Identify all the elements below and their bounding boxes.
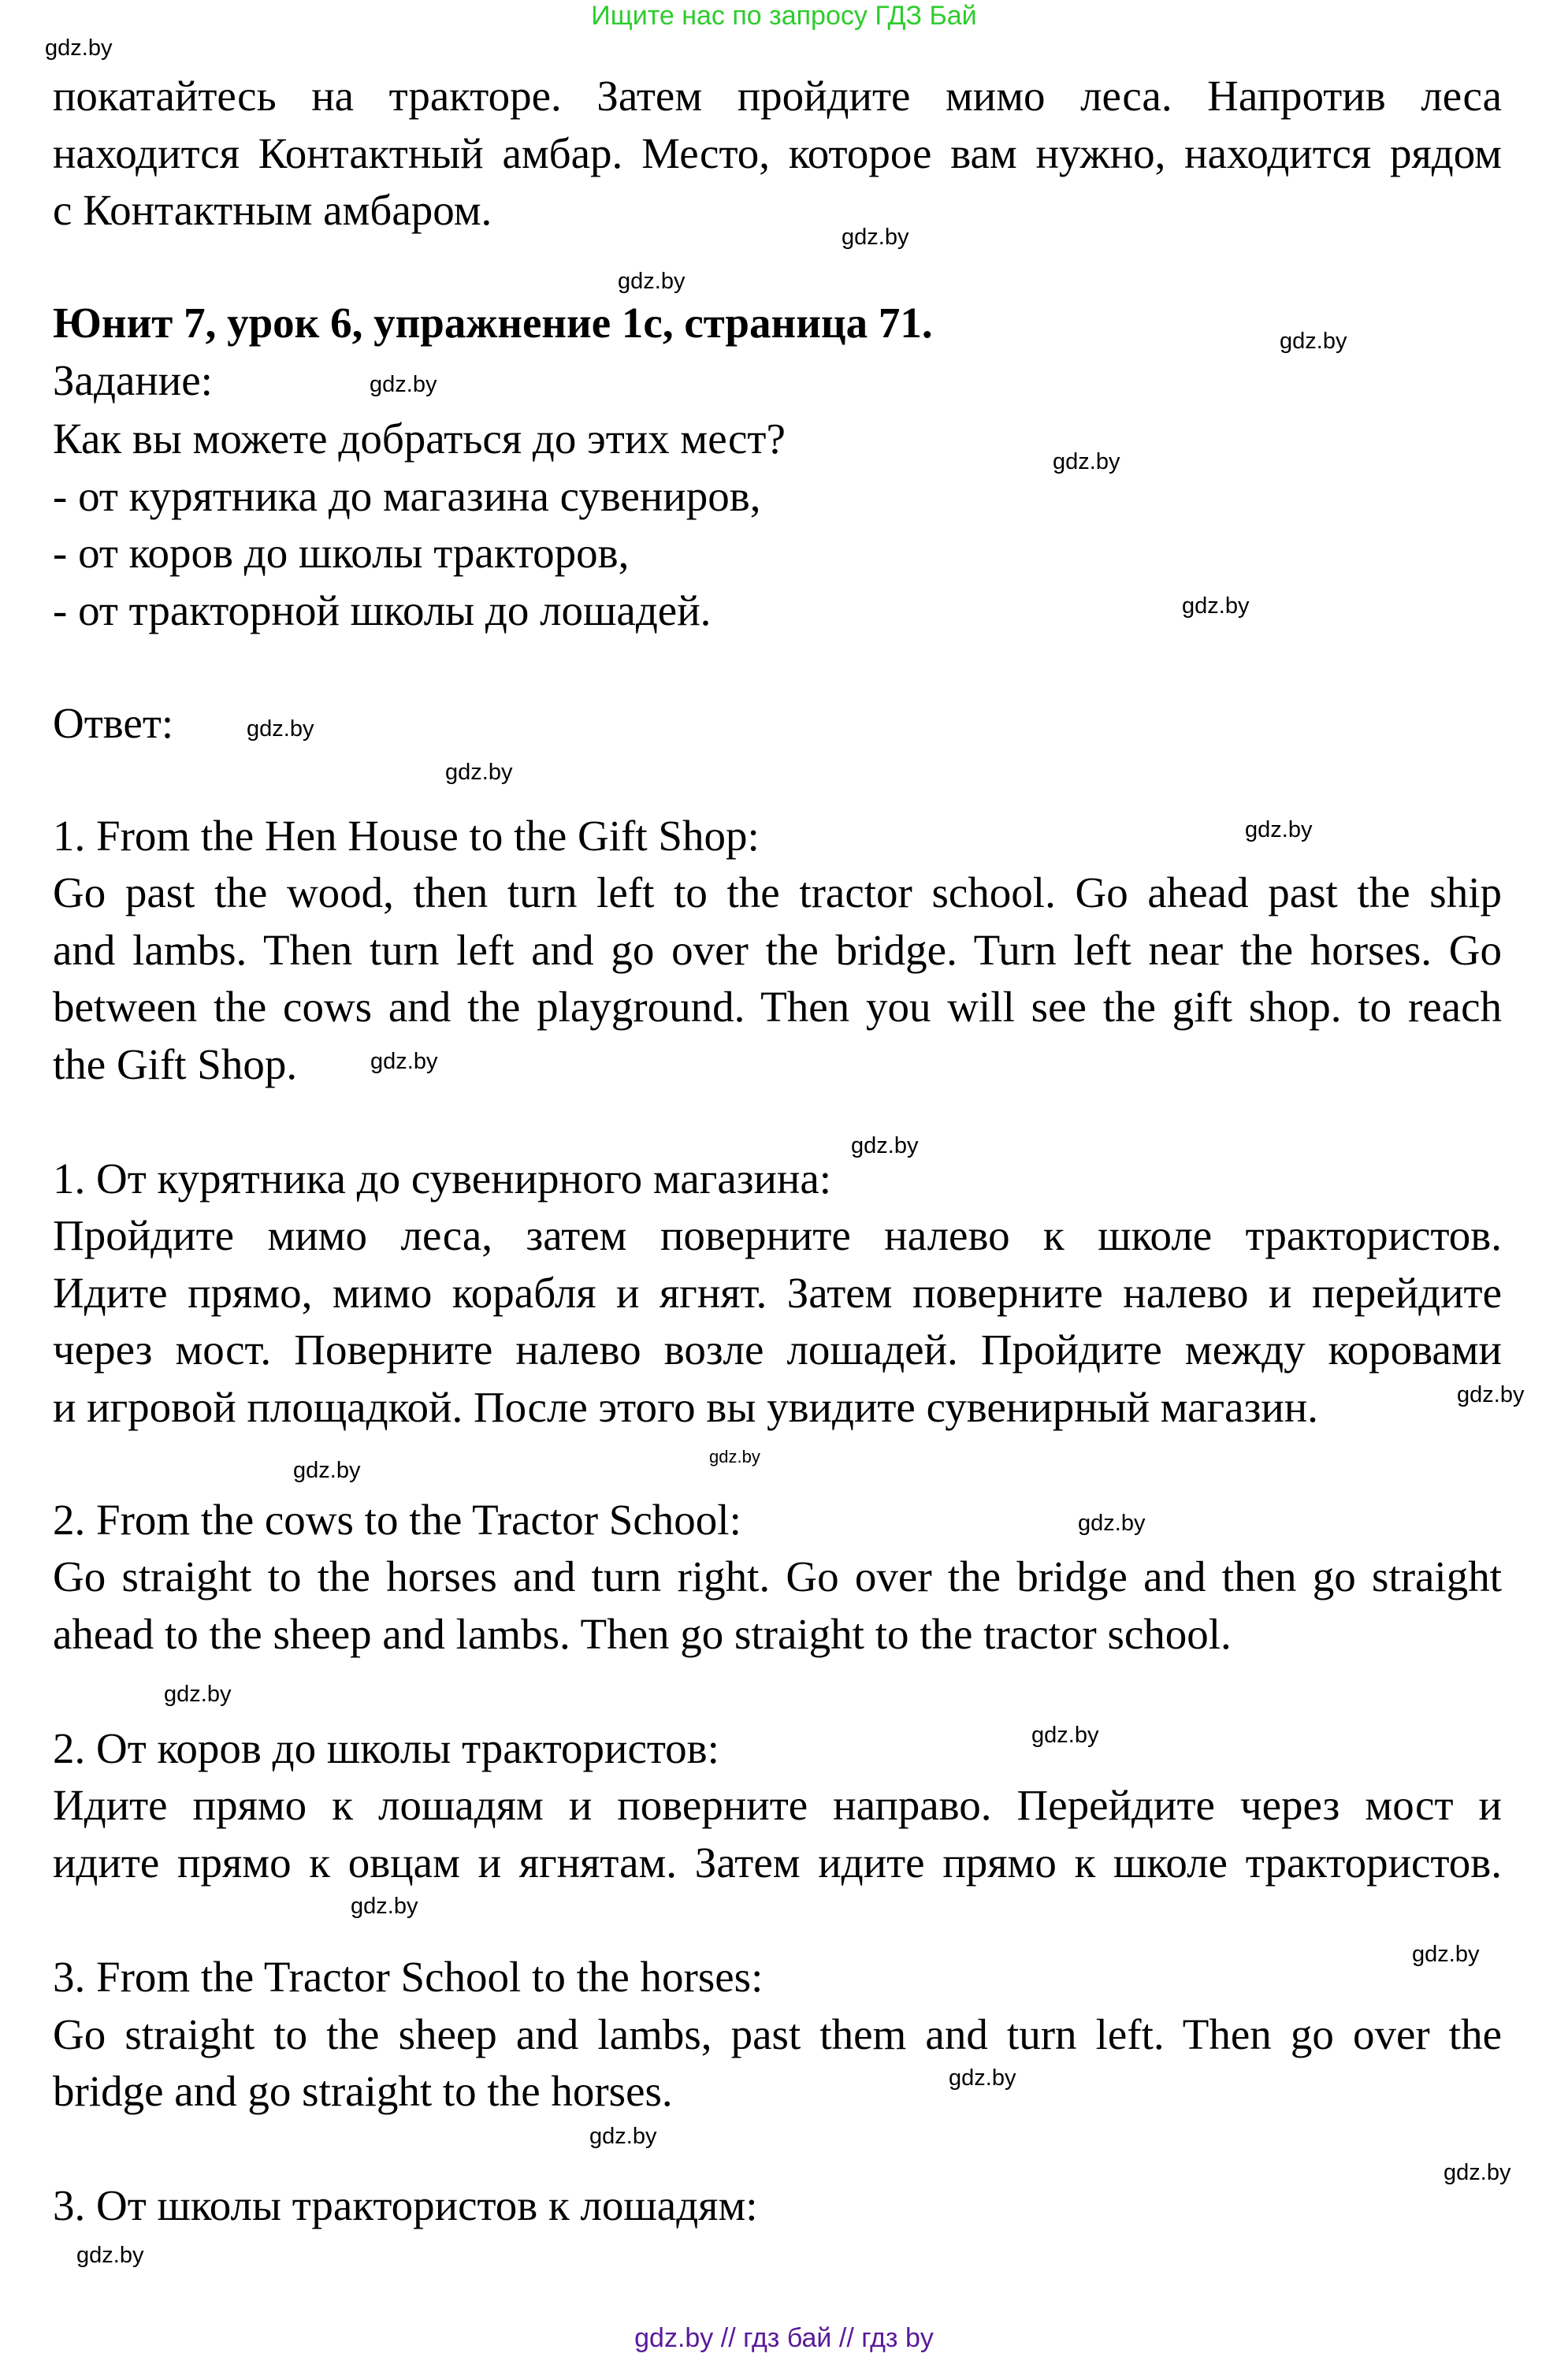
search-banner[interactable]: Ищите нас по запросу ГДЗ Бай: [591, 1, 977, 31]
answer-line: ahead to the sheep and lambs. Then go straight to the tractor school.: [53, 1610, 1232, 1658]
answer-line: Go straight to the sheep and lambs, past them and turn left. Then go over the: [53, 2010, 1502, 2058]
watermark: gdz.by: [164, 1682, 232, 1707]
task-line: Как вы можете добраться до этих мест?: [53, 415, 786, 463]
answer-title: 3. From the Tractor School to the horses:: [53, 1953, 764, 2001]
answer-line: идите прямо к овцам и ягнятам. Затем идите прямо к школе трактористов.: [53, 1838, 1502, 1887]
watermark: gdz.by: [1182, 593, 1250, 619]
task-line: - от коров до школы тракторов,: [53, 529, 630, 577]
watermark: gdz.by: [1444, 2160, 1511, 2185]
watermark: gdz.by: [351, 1894, 418, 1919]
watermark: gdz.by: [1053, 449, 1120, 474]
exercise-heading: Юнит 7, урок 6, упражнение 1с, страница 71.: [53, 299, 933, 347]
watermark: gdz.by: [445, 760, 513, 785]
intro-line: с Контактным амбаром.: [53, 186, 492, 234]
answer-title: 2. From the cows to the Tractor School:: [53, 1496, 741, 1544]
answer-title: 3. От школы трактористов к лошадям:: [53, 2181, 758, 2229]
watermark: gdz.by: [949, 2065, 1016, 2091]
watermark: gdz.by: [1245, 817, 1313, 842]
watermark: gdz.by: [247, 716, 314, 742]
watermark: gdz.by: [1412, 1942, 1480, 1967]
answer-title: 1. From the Hen House to the Gift Shop:: [53, 812, 760, 860]
watermark: gdz.by: [1078, 1511, 1146, 1536]
footer-links[interactable]: gdz.by // гдз бай // гдз by: [634, 2323, 934, 2353]
watermark: gdz.by: [618, 269, 686, 294]
watermark: gdz.by: [1280, 329, 1347, 354]
watermark: gdz.by: [851, 1133, 919, 1158]
watermark: gdz.by: [370, 1049, 438, 1074]
answer-line: Go past the wood, then turn left to the tractor school. Go ahead past the ship: [53, 868, 1502, 916]
watermark: gdz.by: [709, 1447, 760, 1467]
intro-line: находится Контактный амбар. Место, которое вам нужно, находится рядом: [53, 129, 1502, 177]
answer-label: Ответ:: [53, 699, 174, 747]
answer-line: Идите прямо, мимо корабля и ягнят. Затем поверните налево и перейдите: [53, 1269, 1502, 1317]
watermark: gdz.by: [45, 35, 113, 61]
answer-line: Go straight to the horses and turn right. Go over the bridge and then go straight: [53, 1552, 1502, 1600]
answer-line: и игровой площадкой. После этого вы увидите сувенирный магазин.: [53, 1383, 1318, 1431]
task-line: - от курятника до магазина сувениров,: [53, 472, 761, 520]
intro-line: покатайтесь на тракторе. Затем пройдите мимо леса. Напротив леса: [53, 72, 1502, 120]
task-label: Задание:: [53, 356, 213, 404]
answer-line: the Gift Shop.: [53, 1040, 298, 1088]
answer-line: bridge and go straight to the horses.: [53, 2067, 673, 2115]
answer-line: Пройдите мимо леса, затем поверните налево к школе трактористов.: [53, 1211, 1502, 1259]
watermark: gdz.by: [76, 2243, 144, 2268]
watermark: gdz.by: [1457, 1382, 1525, 1407]
answer-line: Идите прямо к лошадям и поверните направо. Перейдите через мост и: [53, 1781, 1502, 1829]
answer-title: 2. От коров до школы трактористов:: [53, 1724, 719, 1772]
watermark: gdz.by: [370, 372, 437, 397]
answer-line: and lambs. Then turn left and go over the bridge. Turn left near the horses. Go: [53, 926, 1502, 974]
answer-line: через мост. Поверните налево возле лошадей. Пройдите между коровами: [53, 1325, 1502, 1374]
answer-title: 1. От курятника до сувенирного магазина:: [53, 1154, 832, 1203]
watermark: gdz.by: [589, 2124, 657, 2149]
task-line: - от тракторной школы до лошадей.: [53, 586, 712, 634]
watermark: gdz.by: [1031, 1723, 1099, 1748]
watermark: gdz.by: [842, 225, 909, 250]
watermark: gdz.by: [293, 1458, 361, 1483]
answer-line: between the cows and the playground. Then you will see the gift shop. to reach: [53, 983, 1502, 1031]
